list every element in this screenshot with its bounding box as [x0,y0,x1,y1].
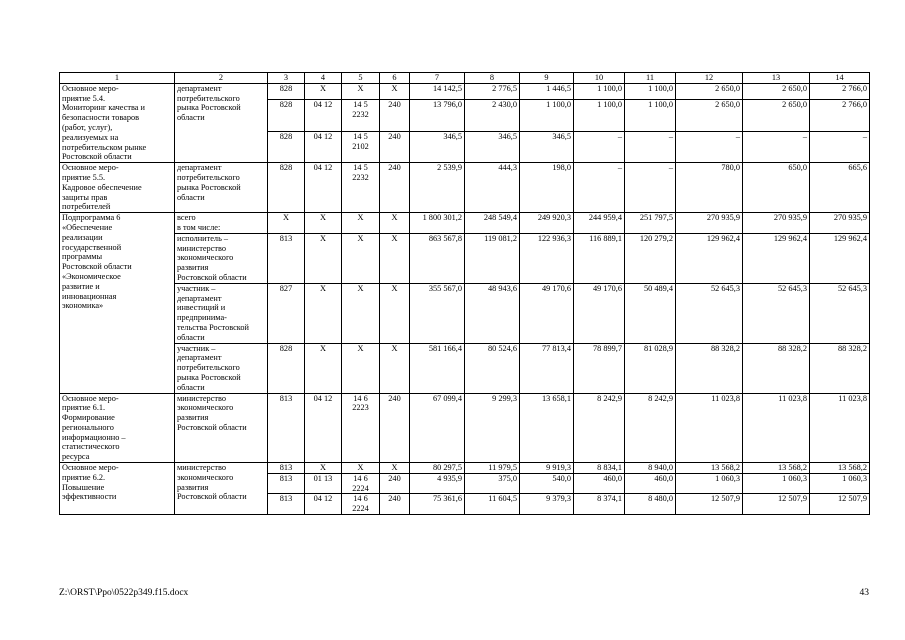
value-cell: 813 [268,473,305,494]
value-cell: 270 935,9 [743,213,810,234]
value-cell: 4 935,9 [410,473,465,494]
value-cell: Х [342,463,380,474]
executor-cell-line: области [177,332,205,342]
value-cell: Х [342,83,380,99]
activity-name-cell-line: эффективности [62,492,117,502]
value-cell: 198,0 [520,163,574,213]
value-cell: 11 604,5 [465,494,520,515]
executor-cell-line: инвестиций и [177,303,226,313]
value-cell: 813 [268,463,305,474]
value-cell: 129 962,4 [743,233,810,283]
column-number: 7 [410,73,465,84]
executor-cell-line: департамент [177,83,222,93]
value-cell: – [625,163,676,213]
column-number: 3 [268,73,305,84]
executor-cell-line: департамент [177,163,222,173]
value-cell: 8 374,1 [574,494,625,515]
activity-name-cell-line: Ростовской области [62,152,132,162]
activity-name-cell-line: Повышение [62,482,105,492]
executor-cell [175,163,268,213]
value-cell: 828 [268,131,305,162]
value-cell: Х [305,233,342,283]
value-cell: – [743,131,810,162]
activity-name-cell-line: реализуемых на [62,132,119,142]
value-cell: Х [268,213,305,234]
executor-cell [175,213,268,234]
activity-name-cell-line: защиты прав [62,192,108,202]
subprogram-name-cell-line: государственной [62,242,122,252]
table-row [60,283,870,343]
activity-name-cell-line: приятие 6.2. [62,472,106,482]
activity-name-cell-line: Формирование [62,413,115,423]
executor-cell-line: области [177,382,205,392]
value-cell: 2 766,0 [810,100,870,131]
activity-name-cell [60,163,175,213]
value-cell: 12 507,9 [810,494,870,515]
value-cell: 14 6 2224 [342,473,380,494]
value-cell: 813 [268,494,305,515]
value-cell: 13 568,2 [676,463,743,474]
value-cell: 14 6 2223 [342,393,380,463]
value-cell: 827 [268,283,305,343]
value-cell: Х [380,463,410,474]
value-cell: 1 100,0 [574,83,625,99]
value-cell: – [625,131,676,162]
subprogram-name-cell-line: Ростовской области [62,262,132,272]
value-cell: Х [305,283,342,343]
executor-cell-line: развития [177,413,209,423]
value-cell: – [676,131,743,162]
value-cell: Х [305,343,342,393]
subprogram-name-cell-line: экономика» [62,301,104,311]
table-row [60,163,870,213]
value-cell: 1 060,3 [810,473,870,494]
budget-table [59,72,870,515]
value-cell: 80 297,5 [410,463,465,474]
value-cell: 828 [268,163,305,213]
executor-cell-line: экономического [177,253,234,263]
value-cell: 80 524,6 [465,343,520,393]
activity-name-cell-line: ресурса [62,452,90,462]
value-cell: 119 081,2 [465,233,520,283]
value-cell: – [574,131,625,162]
value-cell: 346,5 [520,131,574,162]
activity-name-cell-line: регионального [62,422,114,432]
activity-name-cell-line: приятие 6.1. [62,403,106,413]
page-number: 43 [859,588,869,598]
column-number: 1 [60,73,175,84]
value-cell: 650,0 [743,163,810,213]
column-number: 12 [676,73,743,84]
value-cell: 9 379,3 [520,494,574,515]
footer-file-path: Z:\ORST\Ppo\0522p349.f15.docx [59,588,189,598]
executor-cell [175,83,268,162]
value-cell: 270 935,9 [676,213,743,234]
table-row [60,463,870,474]
activity-name-cell-line: безопасности товаров [62,113,140,123]
value-cell: 2 766,0 [810,83,870,99]
value-cell: – [810,131,870,162]
value-cell: Х [342,343,380,393]
value-cell: 49 170,6 [574,283,625,343]
executor-cell-line: потребительского [177,172,240,182]
value-cell: Х [380,233,410,283]
value-cell: 8 242,9 [625,393,676,463]
value-cell: 249 920,3 [520,213,574,234]
value-cell: 11 979,5 [465,463,520,474]
value-cell: 8 834,1 [574,463,625,474]
column-number: 6 [380,73,410,84]
value-cell: 240 [380,494,410,515]
executor-cell-line: министерство [177,393,227,403]
activity-name-cell-line: (работ, услуг), [62,122,113,132]
value-cell: 8 480,0 [625,494,676,515]
executor-cell-line: министерство [177,463,227,473]
column-number: 9 [520,73,574,84]
value-cell: 780,0 [676,163,743,213]
executor-cell [175,233,268,283]
subprogram-name-cell-line: реализации [62,232,103,242]
executor-cell-line: потребительского [177,93,240,103]
value-cell: 14 5 2102 [342,131,380,162]
subprogram-name-cell-line: инновационная [62,291,117,301]
table-row [60,213,870,234]
executor-cell-line: Ростовской области [177,492,247,502]
value-cell: 2 539,9 [410,163,465,213]
executor-cell-line: департамент [177,353,222,363]
executor-cell-line: рынка Ростовской [177,182,241,192]
value-cell: 04 12 [305,163,342,213]
value-cell: 240 [380,131,410,162]
column-number: 10 [574,73,625,84]
value-cell: 75 361,6 [410,494,465,515]
value-cell: 828 [268,343,305,393]
value-cell: 12 507,9 [676,494,743,515]
executor-cell-line: области [177,192,205,202]
value-cell: 375,0 [465,473,520,494]
value-cell: 2 650,0 [676,100,743,131]
value-cell: 9 919,3 [520,463,574,474]
value-cell: 12 507,9 [743,494,810,515]
executor-cell [175,283,268,343]
executor-cell-line: исполнитель – [177,233,229,243]
column-number: 5 [342,73,380,84]
value-cell: 9 299,3 [465,393,520,463]
activity-name-cell-line: Основное меро- [62,83,119,93]
header-row [60,73,870,84]
executor-cell [175,463,268,515]
value-cell: 50 489,4 [625,283,676,343]
value-cell: Х [305,83,342,99]
value-cell: 11 023,8 [810,393,870,463]
value-cell: 270 935,9 [810,213,870,234]
value-cell: 240 [380,100,410,131]
value-cell: 240 [380,393,410,463]
executor-cell-line: департамент [177,293,222,303]
activity-name-cell-line: статистического [62,442,120,452]
value-cell: 1 100,0 [574,100,625,131]
value-cell: Х [342,233,380,283]
value-cell: 244 959,4 [574,213,625,234]
activity-name-cell-line: Кадровое обеспечение [62,182,142,192]
value-cell: 120 279,2 [625,233,676,283]
value-cell: 04 12 [305,131,342,162]
value-cell: 1 060,3 [676,473,743,494]
value-cell: 78 899,7 [574,343,625,393]
subprogram-name-cell-line: развитие и [62,281,100,291]
activity-name-cell [60,83,175,162]
value-cell: 04 12 [305,100,342,131]
value-cell: 8 940,0 [625,463,676,474]
column-number: 13 [743,73,810,84]
value-cell: 8 242,9 [574,393,625,463]
value-cell: – [574,163,625,213]
executor-cell-line: участник – [177,283,216,293]
activity-name-cell [60,463,175,515]
value-cell: 11 023,8 [676,393,743,463]
value-cell: 129 962,4 [810,233,870,283]
table-row [60,83,870,99]
executor-cell-line: экономического [177,403,234,413]
value-cell: 52 645,3 [743,283,810,343]
executor-cell-line: Ростовской области [177,422,247,432]
value-cell: 67 099,4 [410,393,465,463]
value-cell: 2 430,0 [465,100,520,131]
value-cell: 129 962,4 [676,233,743,283]
executor-cell-line: всего [177,213,196,223]
value-cell: 14 6 2224 [342,494,380,515]
executor-cell-line: экономического [177,472,234,482]
value-cell: 460,0 [574,473,625,494]
column-number: 11 [625,73,676,84]
value-cell: 1 060,3 [743,473,810,494]
value-cell: 01 13 [305,473,342,494]
activity-name-cell-line: потребительском рынке [62,142,147,152]
value-cell: 13 568,2 [743,463,810,474]
value-cell: 81 028,9 [625,343,676,393]
value-cell: 2 776,5 [465,83,520,99]
value-cell: Х [342,283,380,343]
value-cell: 04 12 [305,494,342,515]
value-cell: 14 142,5 [410,83,465,99]
value-cell: 1 800 301,2 [410,213,465,234]
value-cell: 355 567,0 [410,283,465,343]
executor-cell-line: области [177,113,205,123]
value-cell: 828 [268,83,305,99]
activity-name-cell-line: Основное меро- [62,463,119,473]
executor-cell-line: министерство [177,243,227,253]
executor-cell-line: участник – [177,343,216,353]
executor-cell-line: рынка Ростовской [177,372,241,382]
value-cell: 240 [380,473,410,494]
activity-name-cell-line: потребителей [62,202,111,212]
executor-cell [175,393,268,463]
activity-name-cell-line: Мониторинг качества и [62,103,146,113]
value-cell: 13 568,2 [810,463,870,474]
table-row [60,233,870,283]
executor-cell-line: развития [177,482,209,492]
value-cell: 88 328,2 [810,343,870,393]
column-number: 4 [305,73,342,84]
value-cell: 346,5 [465,131,520,162]
value-cell: 444,3 [465,163,520,213]
column-number: 2 [175,73,268,84]
activity-name-cell [60,393,175,463]
subprogram-name-cell-line: «Обеспечение [62,222,113,232]
value-cell: 2 650,0 [743,100,810,131]
executor-cell-line: тельства Ростовской [177,322,249,332]
executor-cell-line: потребительского [177,363,240,373]
value-cell: 13 658,1 [520,393,574,463]
value-cell: 2 650,0 [676,83,743,99]
value-cell: Х [380,83,410,99]
executor-cell-line: рынка Ростовской [177,103,241,113]
value-cell: 828 [268,100,305,131]
executor-cell [175,343,268,393]
subprogram-name-cell-line: программы [62,252,103,262]
value-cell: 1 100,0 [625,100,676,131]
executor-cell-line: в том числе: [177,222,221,232]
value-cell: 48 943,6 [465,283,520,343]
value-cell: 1 446,5 [520,83,574,99]
activity-name-cell-line: Основное меро- [62,163,119,173]
value-cell: 248 549,4 [465,213,520,234]
value-cell: 240 [380,163,410,213]
value-cell: 813 [268,393,305,463]
value-cell: 863 567,8 [410,233,465,283]
subprogram-name-cell-line: «Экономическое [62,271,121,281]
value-cell: 11 023,8 [743,393,810,463]
activity-name-cell-line: информационно – [62,432,126,442]
value-cell: 49 170,6 [520,283,574,343]
activity-name-cell-line: Основное меро- [62,393,119,403]
value-cell: 52 645,3 [676,283,743,343]
subprogram-name-cell-line: Подпрограмма 6 [62,213,121,223]
activity-name-cell-line: приятие 5.5. [62,172,106,182]
value-cell: 04 12 [305,393,342,463]
value-cell: 52 645,3 [810,283,870,343]
value-cell: 14 5 2232 [342,100,380,131]
table-row [60,393,870,463]
value-cell: 346,5 [410,131,465,162]
value-cell: 540,0 [520,473,574,494]
executor-cell-line: Ростовской области [177,272,247,282]
executor-cell-line: предпринима- [177,313,227,323]
value-cell: 122 936,3 [520,233,574,283]
executor-cell-line: развития [177,263,209,273]
value-cell: 1 100,0 [625,83,676,99]
value-cell: 88 328,2 [676,343,743,393]
table-row [60,343,870,393]
value-cell: Х [380,283,410,343]
column-number: 8 [465,73,520,84]
value-cell: 14 5 2232 [342,163,380,213]
value-cell: 1 100,0 [520,100,574,131]
value-cell: 116 889,1 [574,233,625,283]
subprogram-name-cell [60,213,175,393]
value-cell: Х [305,213,342,234]
value-cell: 88 328,2 [743,343,810,393]
activity-name-cell-line: приятие 5.4. [62,93,106,103]
value-cell: 251 797,5 [625,213,676,234]
value-cell: 665,6 [810,163,870,213]
value-cell: Х [380,343,410,393]
value-cell: 13 796,0 [410,100,465,131]
column-number: 14 [810,73,870,84]
value-cell: Х [305,463,342,474]
value-cell: Х [380,213,410,234]
value-cell: 2 650,0 [743,83,810,99]
value-cell: 77 813,4 [520,343,574,393]
value-cell: 581 166,4 [410,343,465,393]
value-cell: 813 [268,233,305,283]
value-cell: Х [342,213,380,234]
value-cell: 460,0 [625,473,676,494]
